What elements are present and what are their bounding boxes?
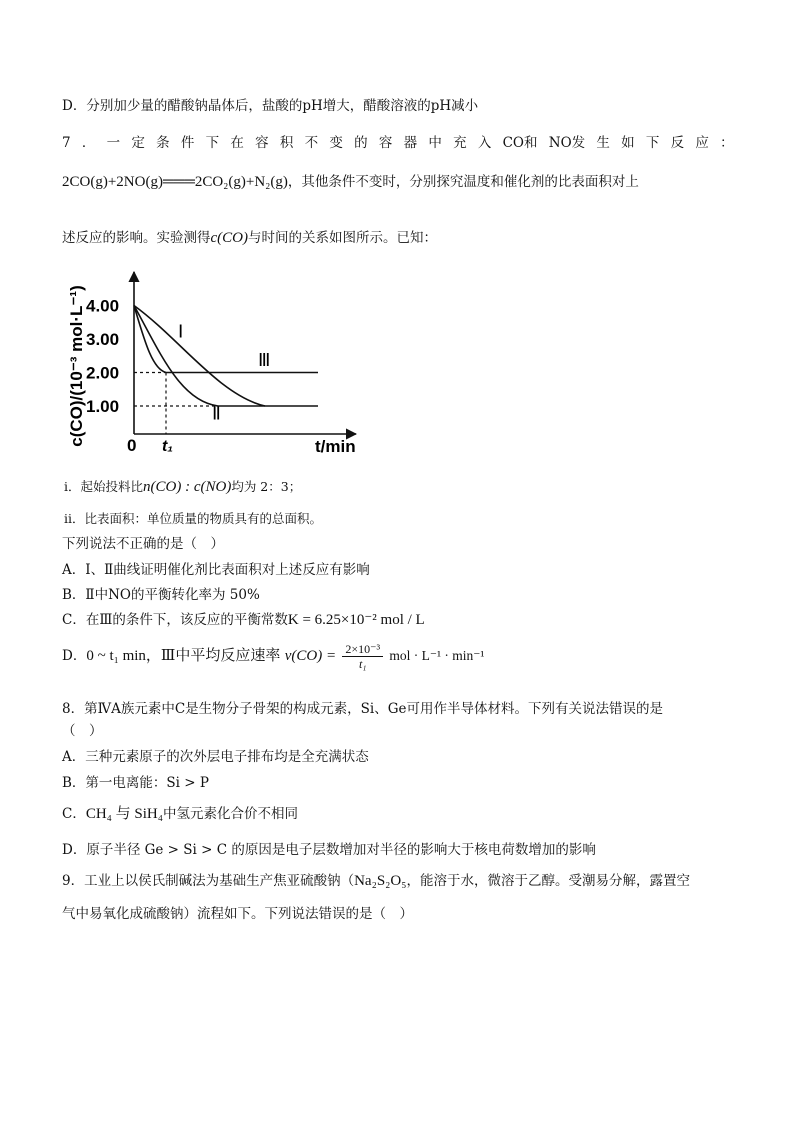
q9-formula: Na₂S₂O₅ bbox=[354, 873, 407, 889]
note-ii: ⅱ．比表面积：单位质量的物质具有的总面积。 bbox=[64, 511, 322, 526]
q8-line-1: 8．第ⅣA族元素中C是生物分子骨架的构成元素，Si、Ge可用作半导体材料。下列有关说法错误的是 bbox=[62, 701, 663, 717]
q9-line-1 bbox=[62, 871, 690, 891]
q7-line-1-word: 积 bbox=[279, 135, 294, 151]
q7-line-1-word: 反 bbox=[670, 135, 685, 151]
note-i-formula: n(CO) : c(NO) bbox=[143, 479, 232, 495]
q8-option-c-text: 中氢元素化合价不相同 bbox=[162, 806, 298, 822]
x-tick-t1: t₁ bbox=[162, 438, 173, 455]
q7-line-1-word: 7 bbox=[62, 135, 71, 151]
q7-line-1-word: 在 bbox=[230, 135, 244, 151]
y-tick-label: 1.00 bbox=[86, 397, 120, 416]
q7-line-1-word: 定 bbox=[131, 135, 145, 151]
q8-option-c-formula: CH₄ 与 SiH₄ bbox=[85, 806, 163, 822]
y-tick-label: 2.00 bbox=[86, 363, 120, 383]
q7-line-1-word: ． bbox=[81, 135, 96, 151]
q6-option-d: D．分别加少量的醋酸钠晶体后，盐酸的pH增大，醋酸溶液的pH减小 bbox=[62, 98, 479, 114]
q7-equation: 2CO(g)+2NO(g)═══2CO₂(g)+N₂(g) bbox=[62, 174, 288, 190]
q7-option-d-var: v(CO) = bbox=[284, 648, 337, 664]
q7-line-2-text: ，其他条件不变时，分别探究温度和催化剂的比表面积对上 bbox=[287, 174, 639, 190]
q7-line-1-word: 下 bbox=[205, 135, 220, 151]
q7-option-d-text: 0 ~ t₁ min，Ⅲ中平均反应速率 bbox=[86, 648, 281, 664]
q7-option-a: A．Ⅰ、Ⅱ曲线证明催化剂比表面积对上述反应有影响 bbox=[62, 562, 370, 578]
y-tick-label: 4.00 bbox=[86, 296, 120, 316]
q7-line-2 bbox=[62, 172, 639, 192]
note-i-text-a: ⅰ．起始投料比 bbox=[64, 479, 143, 494]
q7-line-1-word: 不 bbox=[304, 135, 319, 151]
series-I-line bbox=[134, 306, 265, 407]
y-tick-label: 3.00 bbox=[86, 330, 120, 349]
q7-line-1-word: 下 bbox=[645, 135, 660, 151]
y-axis-label: c(CO)/(10⁻³ mol·L⁻¹) bbox=[67, 285, 86, 447]
note-i bbox=[64, 477, 301, 497]
q9-line-2: 气中易氧化成硫酸钠）流程如下。下列说法错误的是（ ） bbox=[62, 906, 413, 922]
q8-option-c bbox=[62, 804, 298, 824]
q8-option-d: D．原子半径 Ge > Si > C 的原因是电子层数增加对半径的影响大于核电荷数增加的影响 bbox=[62, 842, 596, 858]
q7-line-1-word: 生 bbox=[596, 135, 610, 151]
series-II-line bbox=[134, 306, 318, 407]
q7-line-1-word: CO和 bbox=[502, 135, 538, 151]
q7-line-1-word: 容 bbox=[378, 135, 393, 151]
q7-stem: 下列说法不正确的是（ ） bbox=[62, 536, 224, 552]
q9-line-1-text-a: 9．工业上以侯氏制碱法为基础生产焦亚硫酸钠（ bbox=[62, 873, 355, 889]
q8-line-2: （ ） bbox=[62, 723, 103, 739]
q7-line-1-word: NO发 bbox=[548, 135, 586, 151]
q7-line-1-word: 入 bbox=[477, 135, 492, 151]
series-label: Ⅱ bbox=[212, 403, 221, 424]
q8-option-c-letter: C． bbox=[62, 806, 86, 822]
q7-line-1-word: 器 bbox=[403, 135, 418, 151]
fraction-denominator: t₁ bbox=[358, 657, 367, 671]
origin-label: 0 bbox=[127, 436, 137, 455]
q7-line-3-text-b: 与时间的关系如图所示。已知： bbox=[248, 230, 437, 246]
q7-line-1-word: 变 bbox=[329, 135, 343, 151]
q7-line-1-word: 中 bbox=[428, 135, 442, 151]
q7-line-1-word: ： bbox=[720, 135, 734, 151]
q8-option-b: B．第一电离能：Si > P bbox=[62, 775, 209, 791]
q7-option-b: B．Ⅱ中NO的平衡转化率为 50% bbox=[62, 587, 260, 603]
q7-line-1-word: 一 bbox=[106, 135, 121, 151]
series-label: Ⅰ bbox=[178, 321, 184, 342]
q8-option-a: A．三种元素原子的次外层电子排布均是全充满状态 bbox=[62, 749, 369, 765]
q7-option-d-fraction bbox=[342, 642, 383, 671]
x-axis-label: t/min bbox=[315, 437, 356, 456]
q7-line-1-word: 应 bbox=[695, 135, 709, 151]
q7-option-d-letter: D． bbox=[62, 648, 87, 664]
q7-line-3-var: c(CO) bbox=[210, 230, 248, 246]
q7-line-3 bbox=[62, 228, 437, 248]
q9-line-1-text-b: ，能溶于水，微溶于乙醇。受潮易分解，露置空 bbox=[406, 873, 690, 889]
q7-option-c bbox=[62, 610, 425, 630]
q7-option-d-unit: mol · L⁻¹ · min⁻¹ bbox=[389, 648, 485, 663]
q7-line-1-word: 如 bbox=[621, 135, 635, 151]
q7-line-1-word: 件 bbox=[180, 135, 195, 151]
q7-line-1-word: 充 bbox=[453, 135, 467, 151]
q7-line-3-text-a: 述反应的影响。实验测得 bbox=[62, 230, 211, 246]
series-III-line bbox=[134, 306, 318, 373]
series-label: Ⅲ bbox=[258, 349, 271, 370]
q7-line-1 bbox=[62, 133, 734, 153]
q7-line-1-word: 容 bbox=[255, 135, 269, 151]
q7-option-c-formula: K = 6.25×10⁻² mol / L bbox=[287, 612, 425, 628]
q7-line-1-word: 的 bbox=[354, 135, 368, 151]
note-i-text-b: 均为 2：3； bbox=[231, 479, 302, 494]
co-concentration-chart bbox=[60, 268, 380, 468]
fraction-numerator: 2×10⁻³ bbox=[342, 642, 383, 657]
q7-option-d bbox=[62, 642, 484, 671]
q7-option-c-text: C．在Ⅲ的条件下，该反应的平衡常数 bbox=[62, 612, 288, 628]
q7-line-1-word: 条 bbox=[156, 135, 170, 151]
